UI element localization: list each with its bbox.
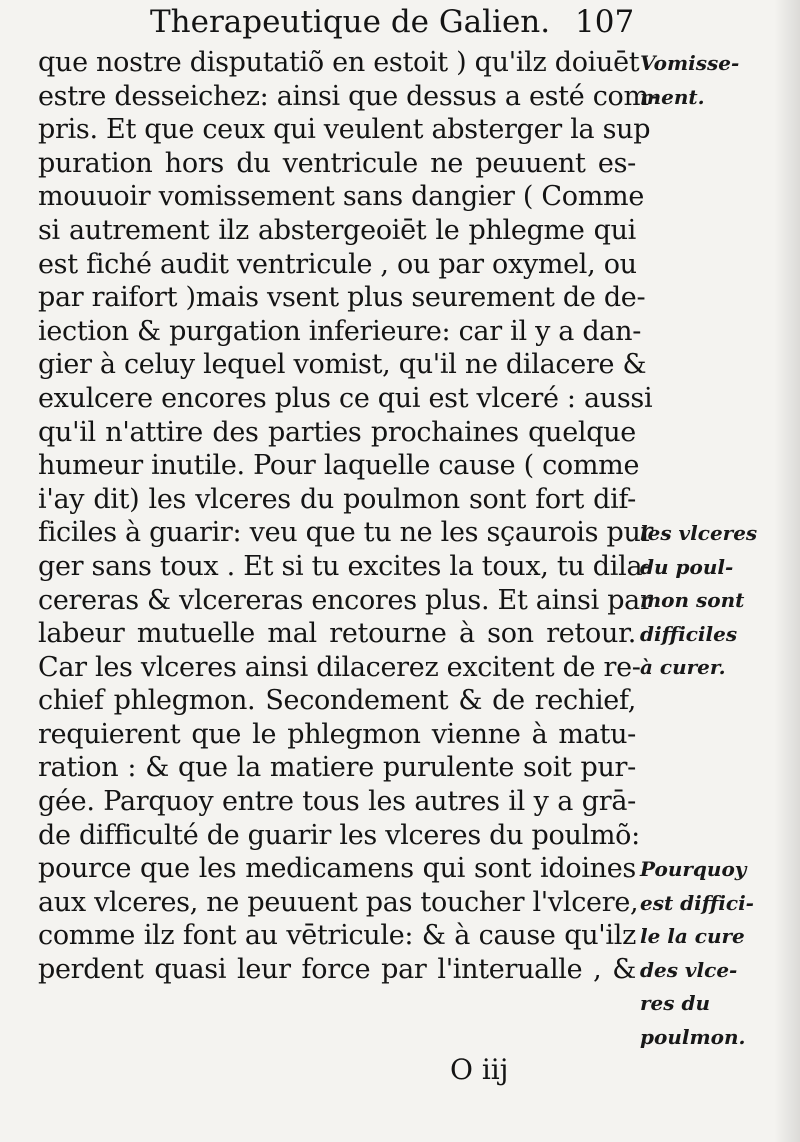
marginal-note-line: des vlce- xyxy=(640,957,738,982)
marginal-note-line: les vlceres xyxy=(640,521,758,545)
text-line: humeur inutile. Pour laquelle cause ( comme xyxy=(38,450,640,482)
marginal-note-pourquoy xyxy=(640,853,790,1055)
marginal-note-line: à curer. xyxy=(640,655,726,680)
text-line: que nostre disputatiõ en estoit ) qu'ilz doiuēt xyxy=(38,47,640,78)
text-line: perdent quasi leur force par l'interualle , & xyxy=(38,954,636,986)
text-line: aux vlceres, ne peuuent pas toucher l'vlcere, xyxy=(38,886,639,918)
text-line: comme ilz font au vētricule: & à cause qu'ilz xyxy=(38,920,636,952)
text-line: labeur mutuelle mal retourne à son retour. xyxy=(38,618,636,650)
text-line: puration hors du ventricule ne peuuent es- xyxy=(38,147,636,179)
text-line: cereras & vlcereras encores plus. Et ainsi par xyxy=(38,584,653,616)
text-line: gier à celuy lequel vomist, qu'il ne dilacere & xyxy=(38,349,647,381)
marginal-note-line: poulmon. xyxy=(640,1024,746,1049)
text-line: gée. Parquoy entre tous les autres il y a grā- xyxy=(38,786,636,818)
marginal-note-line: difficiles xyxy=(640,621,738,646)
marginal-note-line: le la cure xyxy=(640,924,745,949)
text-line: exulcere encores plus ce qui est vlceré : aussi xyxy=(38,382,653,414)
marginal-note-vomissement xyxy=(640,47,790,114)
text-line: Car les vlceres ainsi dilacerez excitent de re- xyxy=(38,651,641,683)
text-line: i'ay dit) les vlceres du poulmon sont fort dif- xyxy=(38,483,636,515)
marginal-note-line: Vomisse- xyxy=(640,51,740,75)
text-line: par raifort )mais vsent plus seurement de de- xyxy=(38,282,646,314)
marginal-note-line: res du xyxy=(640,991,711,1016)
text-line: si autrement ilz abstergeoiēt le phlegme qui xyxy=(38,214,636,246)
signature-mark: O iij xyxy=(450,1053,509,1086)
main-text-block xyxy=(38,46,658,987)
text-line: ficiles à guarir: veu que tu ne les sçaurois pur xyxy=(38,517,654,549)
text-line: pource que les medicamens qui sont idoines xyxy=(38,853,636,885)
text-line: qu'il n'attire des parties prochaines quelque xyxy=(38,416,636,448)
text-line: requierent que le phlegmon vienne à matu- xyxy=(38,718,636,750)
text-line: pris. Et que ceux qui veulent absterger la sup xyxy=(38,114,651,146)
text-line: ger sans toux . Et si tu excites la toux, tu dila- xyxy=(38,550,652,582)
marginal-note-vlceres xyxy=(640,517,790,685)
page-number: 107 xyxy=(575,4,635,40)
text-line: ration : & que la matiere purulente soit pur- xyxy=(38,752,636,784)
text-line: mouuoir vomissement sans dangier ( Comme xyxy=(38,181,645,213)
text-line: de difficulté de guarir les vlceres du poulmõ: xyxy=(38,819,640,851)
text-line: iection & purgation inferieure: car il y a dan- xyxy=(38,315,642,347)
marginal-note-line: Pourquoy xyxy=(640,857,747,881)
marginal-note-line: du poul- xyxy=(640,554,734,579)
marginal-note-line: est diffici- xyxy=(640,890,754,915)
marginal-note-line: ment. xyxy=(640,84,705,109)
marginal-note-line: mon sont xyxy=(640,588,745,613)
running-title: Therapeutique de Galien. xyxy=(150,4,551,40)
text-line: estre desseichez: ainsi que dessus a esté com- xyxy=(38,80,658,112)
text-line: est fiché audit ventricule , ou par oxymel, ou xyxy=(38,248,637,280)
text-line: chief phlegmon. Secondement & de rechief, xyxy=(38,685,636,717)
